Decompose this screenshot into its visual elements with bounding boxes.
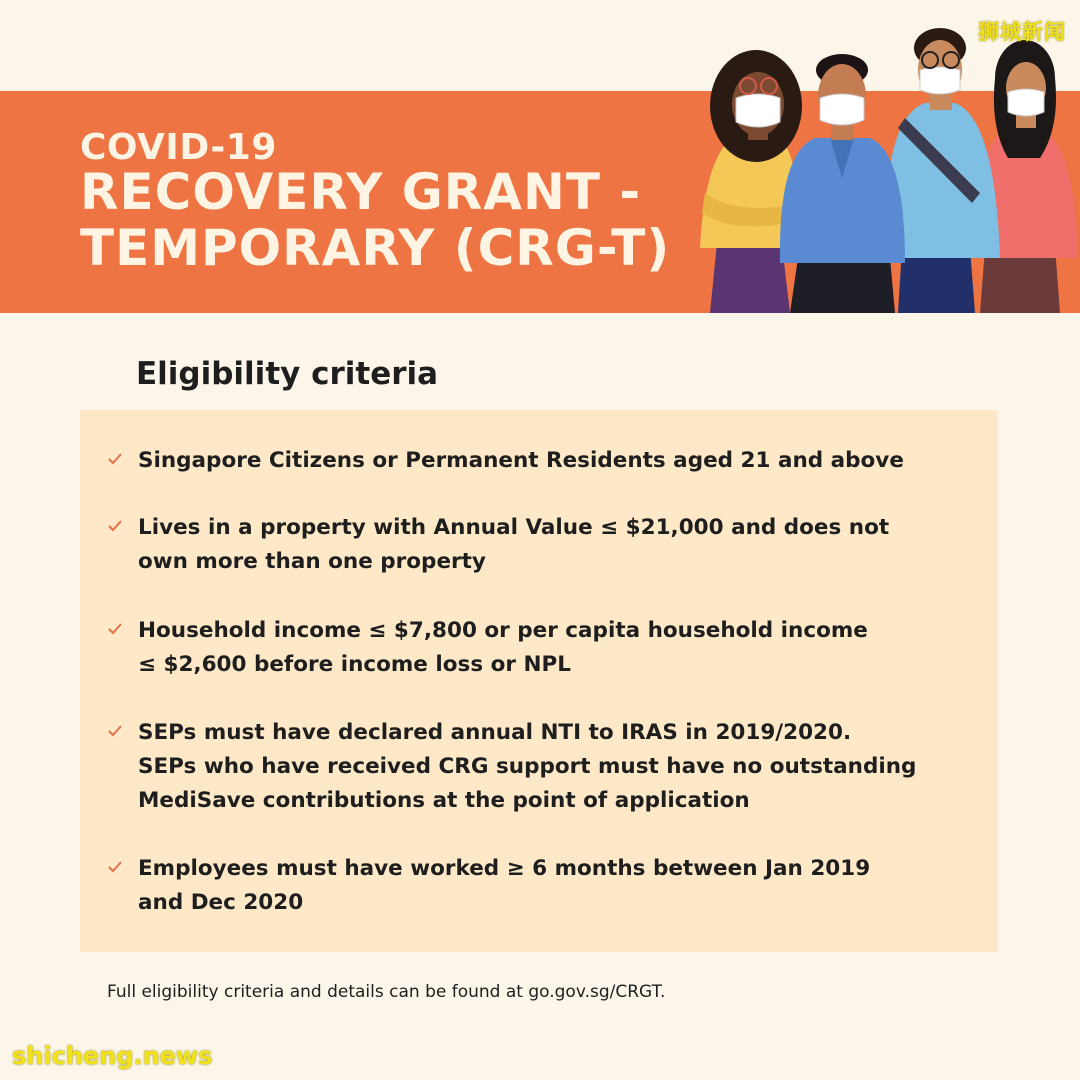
check-icon (106, 620, 124, 638)
criteria-text: Household income ≤ $7,800 or per capita household income ≤ $2,600 before income loss or NPL (138, 618, 868, 677)
people-illustration (690, 18, 1080, 313)
person-3-illustration (885, 28, 1000, 313)
footnote: Full eligibility criteria and details can be found at go.gov.sg/CRGT. (107, 982, 666, 1002)
title-line-1: RECOVERY GRANT - (80, 163, 642, 221)
watermark-bottom: shicheng.news (12, 1042, 213, 1070)
criteria-text: Lives in a property with Annual Value ≤ $21,000 and does not own more than one property (138, 515, 890, 574)
check-icon (106, 722, 124, 740)
check-icon (106, 517, 124, 535)
check-icon (106, 450, 124, 468)
criteria-text: Employees must have worked ≥ 6 months between Jan 2019 and Dec 2020 (138, 856, 871, 915)
section-heading: Eligibility criteria (136, 356, 439, 392)
watermark-top: 狮城新闻 (978, 20, 1066, 44)
criteria-text: Singapore Citizens or Permanent Residents aged 21 and above (138, 448, 904, 473)
criteria-box (80, 410, 998, 952)
criteria-text: SEPs must have declared annual NTI to IRAS in 2019/2020. SEPs who have received CRG support must have no outstanding MediSave contributions at the point of application (138, 720, 917, 813)
check-icon (106, 858, 124, 876)
title-line-2: TEMPORARY (CRG-T) (80, 219, 671, 277)
title-small: COVID-19 (80, 127, 277, 168)
